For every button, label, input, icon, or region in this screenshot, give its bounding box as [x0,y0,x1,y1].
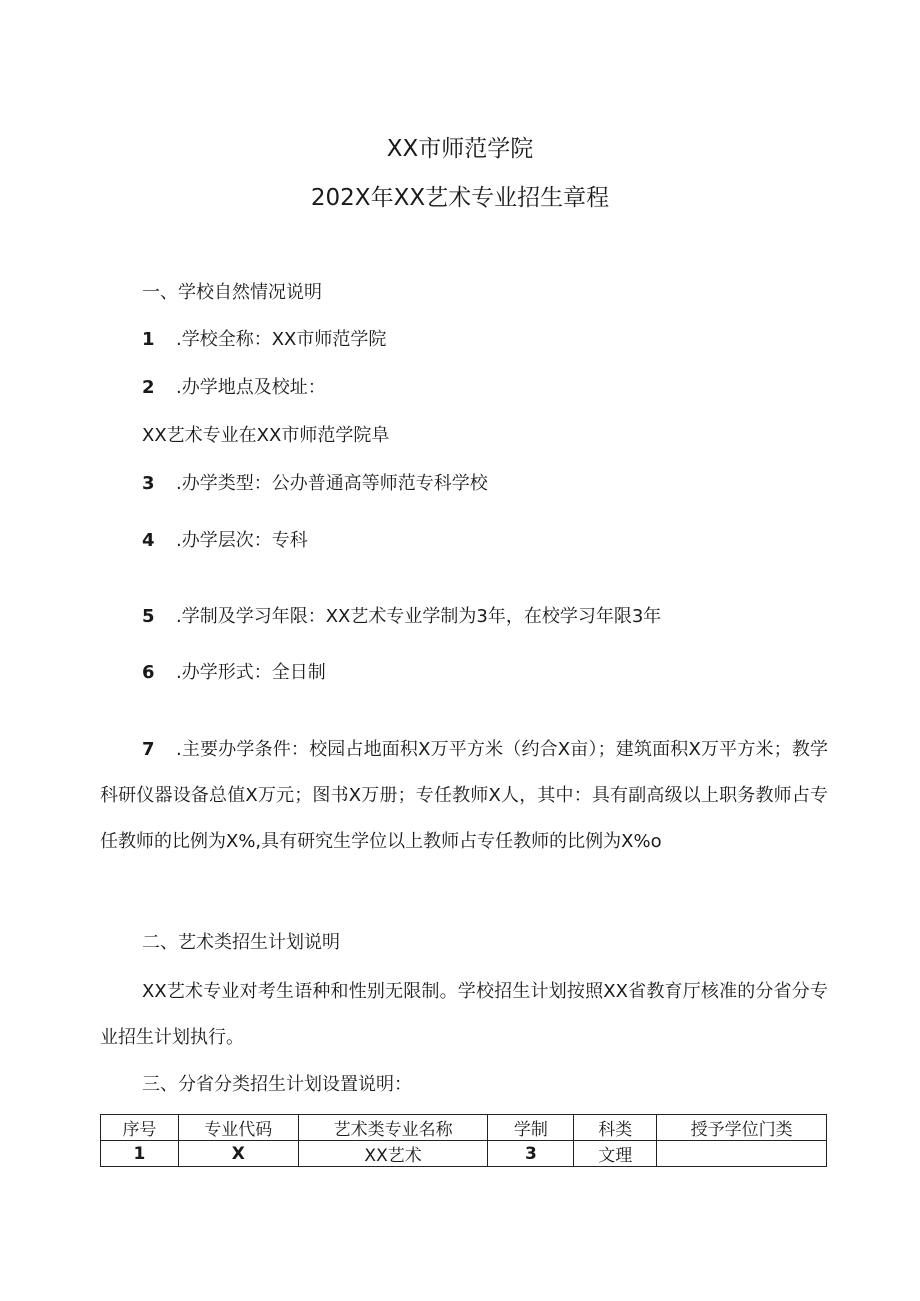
item-number: 6 [142,662,155,683]
section3-heading: 三、分省分类招生计划设置说明： [142,1074,412,1095]
section2-heading: 二、艺术类招生计划说明 [142,932,340,953]
item-text: .办学层次：专科 [176,530,308,551]
table-header-row [101,1115,827,1141]
item-number: 1 [142,329,155,350]
section1-item-6 [142,661,872,685]
table-cell: 1 [101,1141,179,1167]
section1-item-4 [142,529,872,553]
section2-paragraph: XX艺术专业对考生语种和性别无限制。学校招生计划按照XX省教育厅核准的分省分专业招生计划执行。 [100,981,828,1048]
table-cell: 文理 [574,1141,657,1167]
item-text: .学制及学习年限：XX艺术专业学制为3年，在校学习年限3年 [176,606,662,627]
item-number: 2 [142,377,155,398]
section1-heading: 一、学校自然情况说明 [142,282,322,303]
document-title-line2: 202X年XX艺术专业招生章程 [310,185,610,211]
section1-item-3 [142,472,872,496]
item-text: .办学地点及校址： [176,377,326,398]
section1-item-7 [100,727,828,865]
table-header-cell: 艺术类专业名称 [298,1115,488,1141]
document-title-line1: XX市师范学院 [386,136,534,162]
table-header-cell: 学制 [488,1115,574,1141]
item-text: .办学类型：公办普通高等师范专科学校 [176,473,488,494]
item-text: .办学形式：全日制 [176,662,326,683]
table-cell: XX艺术 [298,1141,488,1167]
table-cell: X [178,1141,298,1167]
enrollment-plan-table [100,1114,827,1167]
table-row [101,1141,827,1167]
table-cell: 3 [488,1141,574,1167]
section1-item-2-detail [142,424,872,448]
section1-item-2 [142,376,872,400]
item-text: XX艺术专业在XX市师范学院阜 [142,425,390,446]
table-header-cell: 授予学位门类 [657,1115,827,1141]
table-cell [657,1141,827,1167]
item-text: .主要办学条件：校园占地面积X万平方米（约合X亩）；建筑面积X万平方米；教学科研仪器设备总值X万元；图书X万册；专任教师X人，其中：具有副高级以上职务教师占专任教师的比例为X%,具有研究生学位以上教师占专任教师的比例为X%o [100,739,828,852]
section1-item-1 [142,328,872,352]
table-header-cell: 科类 [574,1115,657,1141]
item-number: 7 [142,739,155,760]
table-header-cell: 专业代码 [178,1115,298,1141]
item-number: 5 [142,606,155,627]
item-number: 4 [142,530,155,551]
item-text: .学校全称：XX市师范学院 [176,329,387,350]
section1-item-5 [142,605,872,629]
item-number: 3 [142,473,155,494]
table-header-cell: 序号 [101,1115,179,1141]
